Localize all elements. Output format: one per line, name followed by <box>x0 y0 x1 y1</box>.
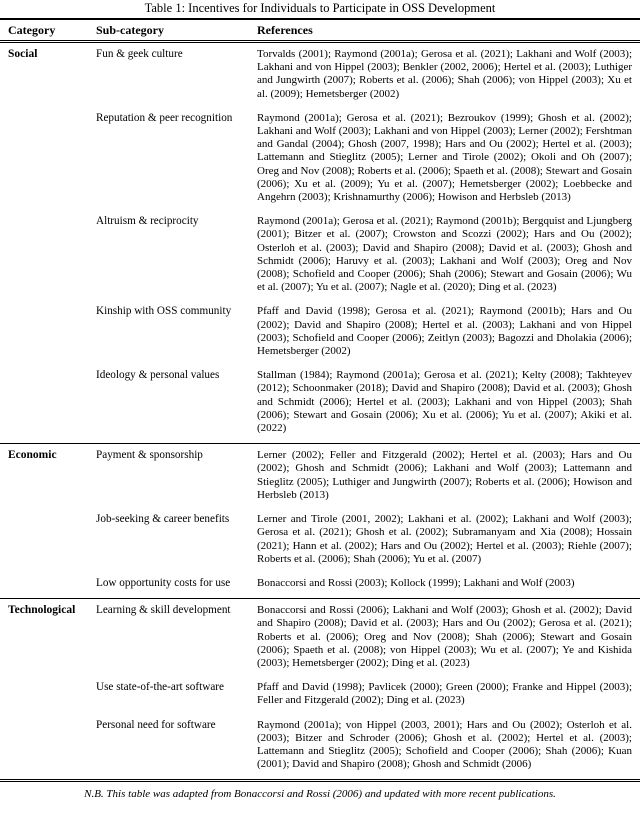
table-row <box>0 513 640 566</box>
category-cell-empty <box>8 369 96 435</box>
table-row <box>0 305 640 358</box>
subcategory-cell: Fun & geek culture <box>96 48 183 60</box>
subcategory-cell: Reputation & peer recognition <box>96 111 233 124</box>
table-row <box>0 48 640 101</box>
table-caption: Table 1: Incentives for Individuals to Participate in OSS Development <box>144 1 496 15</box>
category-cell: Social <box>8 48 38 60</box>
category-cell-empty <box>8 215 96 294</box>
subcategory-cell: Learning & skill development <box>96 604 231 617</box>
category-cell-empty <box>8 577 96 590</box>
table-section-social <box>0 43 640 443</box>
category-cell: Economic <box>8 449 57 462</box>
subcategory-cell: Job-seeking & career benefits <box>96 513 230 526</box>
table-section-economic <box>0 443 640 598</box>
subcategory-cell: Kinship with OSS community <box>96 305 232 318</box>
table-row <box>0 112 640 204</box>
table-section-technological <box>0 598 640 779</box>
incentives-table <box>0 18 640 782</box>
subcategory-cell: Personal need for software <box>96 718 216 731</box>
subcategory-cell: Low opportunity costs for use <box>96 576 231 589</box>
table-row <box>0 369 640 435</box>
references-cell: Torvalds (2001); Raymond (2001a); Gerosa et al. (2021); Lakhani and Wolf (2003); Lakhani and von Hippel (2003); Benkler (2002, 2006); Hertel et al. (2003); Luthiger and Jungwirth (2007); Roberts et al. (2006); Shah (2006); von Hippel (2003); Xu et al. (2009); Hemetsberger (2002) <box>257 48 632 100</box>
table-row <box>0 449 640 502</box>
category-cell-empty <box>8 681 96 707</box>
references-cell: Pfaff and David (1998); Gerosa et al. (2021); Raymond (2001b); Hars and Ou (2002); David and Shapiro (2008); Hertel et al. (2003); Lakhani and von Hippel (2003); Schofield and Cooper (2006); Zeitlyn (2003); Bagozzi and Dholakia (2006); Hemetsberger (2002) <box>257 305 632 358</box>
column-header-category: Category <box>8 23 56 37</box>
subcategory-cell: Use state-of-the-art software <box>96 681 224 694</box>
table-bottom-rule <box>0 779 640 782</box>
category-cell-empty <box>8 305 96 358</box>
category-cell-empty <box>8 513 96 566</box>
references-cell: Raymond (2001a); Gerosa et al. (2021); Bezroukov (1999); Ghosh et al. (2002); Lakhani and Wolf (2003); Lakhani and von Hippel (2003); Lerner (2002); Fershtman and Gandal (2004); Ghosh (2007, 1998); Hars and Ou (2002); Hertel et al. (2003); Lattemann and Stieglitz (2005); Lerner and Tirole (2002); Okoli and Oh (2007); Oreg and Nov (2008); Roberts et al. (2006); Spaeth et al. (2008); Stewart and Gosain (2006); Xu et al. (2009); Yu et al. (2007); Hemetsberger (2002); Loebbecke and Angehrn (2003); Krishnamurthy (2006); Howison and Herbsleb (2013) <box>257 111 632 204</box>
references-cell: Raymond (2001a); von Hippel (2003, 2001); Hars and Ou (2002); Osterloh et al. (2003); Bitzer and Schroder (2006); Ghosh et al. (2002); Hertel et al. (2003); Lattemann and Stieglitz (2005); Schofield and Cooper (2006); Shah (2006); Kuan (2001); David and Shapiro (2008); Ghosh and Schmidt (2006) <box>257 718 632 771</box>
references-cell: Pfaff and David (1998); Pavlicek (2000); Green (2000); Franke and Hippel (2003); Feller and Fitzgerald (2002); Ding et al. (2023) <box>257 681 632 707</box>
category-cell: Technological <box>8 604 76 617</box>
table-row <box>0 719 640 772</box>
column-header-references: References <box>257 23 313 37</box>
table-row <box>0 681 640 707</box>
references-cell: Lerner and Tirole (2001, 2002); Lakhani et al. (2002); Lakhani and Wolf (2003); Gerosa et al. (2021); Ghosh et al. (2002); Subramanyam and Xia (2008); Hossain (2021); Hann et al. (2002); Hars and Ou (2002); Hertel et al. (2003); Riehle (2007); Roberts et al. (2006); Shah (2006); Yu et al. (2007) <box>257 513 632 565</box>
category-cell-empty <box>8 719 96 772</box>
references-cell: Bonaccorsi and Rossi (2003); Kollock (1999); Lakhani and Wolf (2003) <box>257 576 575 589</box>
table-row <box>0 215 640 294</box>
table-row <box>0 577 640 590</box>
references-cell: Stallman (1984); Raymond (2001a); Gerosa et al. (2021); Kelty (2008); Takhteyev (2012); Schoonmaker (2018); David and Shapiro (2008); David et al. (2003); Ghosh and Schmidt (2006); Hertel et al. (2003); Lakhani and von Hippel (2003); Shah (2006); Stewart and Gosain (2006); Xu et al. (2006); Yu et al. (2007); Akiki et al. (2022) <box>257 369 632 435</box>
table-footnote: N.B. This table was adapted from Bonaccorsi and Rossi (2006) and updated with more recent publications. <box>84 788 556 801</box>
subcategory-cell: Payment & sponsorship <box>96 449 203 462</box>
subcategory-cell: Altruism & reciprocity <box>96 215 199 228</box>
references-cell: Lerner (2002); Feller and Fitzgerald (2002); Hertel et al. (2003); Hars and Ou (2002); Ghosh and Schmidt (2006); Lakhani and Wolf (2003); Lattemann and Stieglitz (2005); Luthiger and Jungwirth (2007); Roberts et al. (2006); Howison and Herbsleb (2013) <box>257 449 632 501</box>
column-header-subcategory: Sub-category <box>96 23 164 37</box>
category-cell-empty <box>8 112 96 204</box>
references-cell: Raymond (2001a); Gerosa et al. (2021); Raymond (2001b); Bergquist and Ljungberg (2001); Bitzer et al. (2007); Crowston and Scozzi (2002); Hars and Ou (2002); Osterloh et al. (2003); David and Shapiro (2008); David et al. (2003); Ghosh and Schmidt (2006); Haruvy et al. (2003); Lakhani and Wolf (2003); Oreg and Nov (2008); Schofield and Cooper (2006); Shah (2006); Stewart and Gosain (2006); Wu et al. (2007); Yu et al. (2007); Nagle et al. (2020); Ding et al. (2023) <box>257 215 632 294</box>
table-row <box>0 604 640 670</box>
table-header-row <box>0 18 640 43</box>
subcategory-cell: Ideology & personal values <box>96 369 220 382</box>
references-cell: Bonaccorsi and Rossi (2006); Lakhani and Wolf (2003); Ghosh et al. (2002); David and Shapiro (2008); David et al. (2003); Hars and Ou (2002); Gerosa et al. (2021); Roberts et al. (2006); Oreg and Nov (2008); Shah (2006); Stewart and Gosain (2006); Spaeth et al. (2008); von Hippel (2003); Wu et al. (2007); Ye and Kishida (2003); Hemetsberger (2002); Ding et al. (2023) <box>257 604 632 669</box>
